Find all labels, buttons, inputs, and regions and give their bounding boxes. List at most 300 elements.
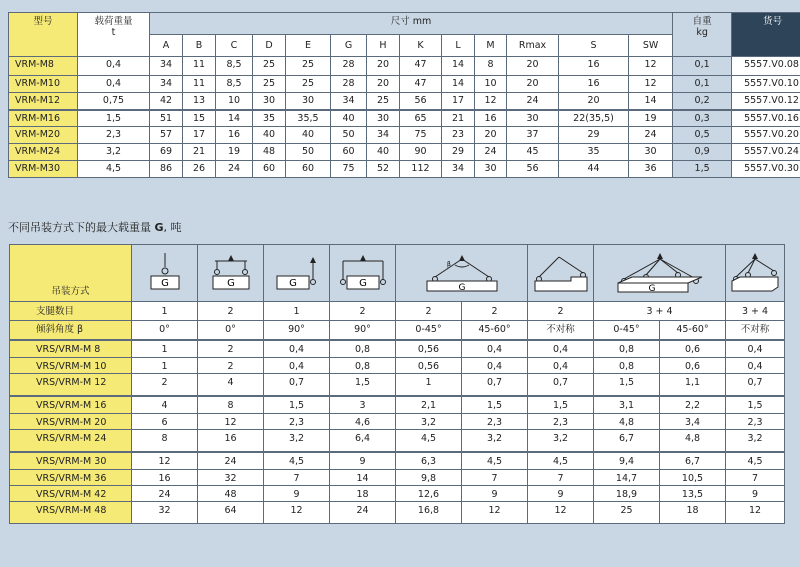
dimension-column-header: K [400,35,442,57]
dimension-column-header: M [475,35,507,57]
legs-value: 3 + 4 [726,302,785,321]
value-cell: 29 [559,127,629,144]
value-cell: 20 [559,93,629,110]
table-row [10,340,785,358]
value-cell: 16 [559,57,629,76]
table-row [10,470,785,486]
load-value-cell: 0,8 [594,358,660,374]
value-cell: 0,9 [673,144,732,161]
load-value-cell: 1,5 [462,396,528,414]
legs-value: 2 [528,302,594,321]
value-cell: 17 [183,127,216,144]
load-value-cell: 0,8 [330,358,396,374]
load-value-cell: 7 [462,470,528,486]
load-value-cell: 12 [132,452,198,470]
value-cell: 86 [150,161,183,178]
load-value-cell: 32 [132,502,198,524]
model-cell: VRS/VRM-M 36 [10,470,132,486]
value-cell: 47 [400,76,442,93]
load-value-cell: 24 [198,452,264,470]
value-cell: 19 [216,144,253,161]
load-value-cell: 24 [330,502,396,524]
value-cell: 3,2 [78,144,150,161]
value-cell: 8 [475,57,507,76]
value-cell: 5557.V0.30 [732,161,800,178]
load-value-cell: 8 [198,396,264,414]
value-cell: 25 [286,57,331,76]
value-cell: 22(35,5) [559,110,629,127]
value-cell: 36 [629,161,673,178]
table-row [10,396,785,414]
diagram-cell-7 [594,245,726,302]
angle-value: 45-60° [462,321,528,340]
load-value-cell: 12,6 [396,486,462,502]
table-row [10,452,785,470]
diagram-cell-3 [264,245,330,302]
load-value-cell: 9,8 [396,470,462,486]
load-value-cell: 4,5 [726,452,785,470]
value-cell: 0,1 [673,57,732,76]
value-cell: 30 [475,161,507,178]
angle-value: 0° [132,321,198,340]
value-cell: 0,5 [673,127,732,144]
load-value-cell: 3,2 [264,430,330,452]
value-cell: 51 [150,110,183,127]
load-value-cell: 1,5 [726,396,785,414]
value-cell: 8,5 [216,57,253,76]
load-value-cell: 12 [528,502,594,524]
value-cell: 14 [216,110,253,127]
load-value-cell: 6,7 [594,430,660,452]
load-value-cell: 2,3 [726,414,785,430]
load-value-cell: 3,1 [594,396,660,414]
model-cell: VRM-M30 [9,161,78,178]
table-row [10,430,785,452]
load-value-cell: 0,7 [726,374,785,396]
value-cell: 12 [475,93,507,110]
angle-value: 45-60° [660,321,726,340]
value-cell: 69 [150,144,183,161]
header-load [78,13,150,57]
table-row [10,502,785,524]
load-value-cell: 3,2 [462,430,528,452]
dimension-column-header: E [286,35,331,57]
value-cell: 0,4 [78,76,150,93]
value-cell: 30 [629,144,673,161]
load-value-cell: 0,6 [660,340,726,358]
value-cell: 40 [253,127,286,144]
load-value-cell: 12 [462,502,528,524]
section-caption [8,219,182,235]
load-value-cell: 0,4 [264,340,330,358]
legs-value: 2 [198,302,264,321]
value-cell: 5557.V0.16 [732,110,800,127]
load-value-cell: 48 [198,486,264,502]
load-value-cell: 0,7 [264,374,330,396]
load-value-cell: 64 [198,502,264,524]
side-lift-icon [273,251,321,295]
load-value-cell: 3,4 [660,414,726,430]
value-cell: 40 [331,110,367,127]
load-value-cell: 13,5 [660,486,726,502]
value-cell: 16 [216,127,253,144]
angle-value: 0-45° [396,321,462,340]
load-value-cell: 3 [330,396,396,414]
load-value-cell: 3,2 [726,430,785,452]
value-cell: 0,75 [78,93,150,110]
load-value-cell: 9 [330,452,396,470]
model-cell: VRM-M24 [9,144,78,161]
diagram-label: G [358,278,367,289]
value-cell: 25 [253,76,286,93]
table-row [9,57,800,76]
value-cell: 12 [629,76,673,93]
angle-label: 倾斜角度 β [10,321,132,340]
dimension-column-header: A [150,35,183,57]
diagram-cell-8 [726,245,785,302]
load-value-cell: 10,5 [660,470,726,486]
value-cell: 16 [559,76,629,93]
dimension-column-header: G [331,35,367,57]
load-value-cell: 4,5 [264,452,330,470]
svg-text:β: β [446,261,451,268]
value-cell: 5557.V0.24 [732,144,800,161]
load-value-cell: 1,5 [528,396,594,414]
model-cell: VRM-M10 [9,76,78,93]
double-vertical-lift-icon [207,251,255,295]
dimension-column-header: D [253,35,286,57]
load-value-cell: 4,5 [396,430,462,452]
table-row [9,110,800,127]
load-value-cell: 6,3 [396,452,462,470]
value-cell: 14 [442,57,475,76]
load-value-cell: 2 [132,374,198,396]
load-value-cell: 25 [594,502,660,524]
load-value-cell: 0,8 [594,340,660,358]
value-cell: 40 [286,127,331,144]
value-cell: 0,3 [673,110,732,127]
value-cell: 26 [183,161,216,178]
value-cell: 25 [367,93,400,110]
header-load-unit: t [111,27,116,38]
value-cell: 50 [286,144,331,161]
value-cell: 34 [367,127,400,144]
load-value-cell: 4 [132,396,198,414]
value-cell: 44 [559,161,629,178]
dimension-column-header: L [442,35,475,57]
value-cell: 19 [629,110,673,127]
dimension-column-header: Rmax [507,35,559,57]
value-cell: 35,5 [286,110,331,127]
lifting-load-table [9,244,785,524]
load-value-cell: 0,4 [462,358,528,374]
value-cell: 24 [475,144,507,161]
load-value-cell: 12 [264,502,330,524]
angle-value: 90° [264,321,330,340]
load-value-cell: 0,7 [462,374,528,396]
header-weight-unit: kg [696,27,708,38]
dimension-column-header: H [367,35,400,57]
load-value-cell: 7 [264,470,330,486]
value-cell: 5557.V0.12 [732,93,800,110]
value-cell: 13 [183,93,216,110]
single-vertical-lift-icon [145,251,185,295]
model-cell: VRS/VRM-M 48 [10,502,132,524]
value-cell: 34 [150,76,183,93]
load-value-cell: 4,8 [594,414,660,430]
value-cell: 34 [331,93,367,110]
load-value-cell: 0,4 [726,358,785,374]
value-cell: 1,5 [673,161,732,178]
load-value-cell: 6,7 [660,452,726,470]
model-cell: VRS/VRM-M 30 [10,452,132,470]
model-cell: VRM-M12 [9,93,78,110]
value-cell: 21 [442,110,475,127]
load-value-cell: 0,4 [528,340,594,358]
value-cell: 17 [442,93,475,110]
table-row [9,127,800,144]
value-cell: 28 [331,76,367,93]
load-value-cell: 12 [198,414,264,430]
load-value-cell: 0,7 [528,374,594,396]
value-cell: 47 [400,57,442,76]
load-value-cell: 3,2 [396,414,462,430]
load-value-cell: 1,5 [264,396,330,414]
value-cell: 34 [150,57,183,76]
dimension-table [8,12,800,178]
value-cell: 50 [331,127,367,144]
value-cell: 35 [559,144,629,161]
legs-value: 3 + 4 [594,302,726,321]
load-value-cell: 0,56 [396,358,462,374]
value-cell: 60 [331,144,367,161]
load-value-cell: 8 [132,430,198,452]
value-cell: 20 [475,127,507,144]
asymmetric-two-leg-icon [531,251,591,295]
load-value-cell: 16,8 [396,502,462,524]
model-cell: VRM-M8 [9,57,78,76]
load-value-cell: 4 [198,374,264,396]
load-value-cell: 1,5 [330,374,396,396]
load-value-cell: 2,2 [660,396,726,414]
value-cell: 24 [216,161,253,178]
angle-value: 不对称 [726,321,785,340]
value-cell: 30 [507,110,559,127]
asymmetric-four-leg-icon [728,251,782,295]
value-cell: 10 [475,76,507,93]
table-row [10,374,785,396]
load-value-cell: 1,5 [594,374,660,396]
load-value-cell: 4,5 [462,452,528,470]
dimension-column-header: B [183,35,216,57]
value-cell: 20 [367,57,400,76]
dimension-column-header: C [216,35,253,57]
table-row [9,161,800,178]
value-cell: 30 [286,93,331,110]
value-cell: 42 [150,93,183,110]
load-value-cell: 16 [132,470,198,486]
value-cell: 35 [253,110,286,127]
value-cell: 23 [442,127,475,144]
value-cell: 24 [507,93,559,110]
value-cell: 56 [400,93,442,110]
legs-label: 支腿数目 [10,302,132,321]
load-value-cell: 18,9 [594,486,660,502]
value-cell: 0,2 [673,93,732,110]
diagram-cell-1 [132,245,198,302]
value-cell: 34 [442,161,475,178]
load-value-cell: 2 [198,340,264,358]
value-cell: 4,5 [78,161,150,178]
load-value-cell: 0,8 [330,340,396,358]
value-cell: 28 [331,57,367,76]
load-value-cell: 4,6 [330,414,396,430]
table-row [9,144,800,161]
value-cell: 15 [183,110,216,127]
header-model: 型号 [9,13,78,57]
header-dimensions: 尺寸 mm [150,13,673,35]
load-value-cell: 0,4 [462,340,528,358]
value-cell: 30 [253,93,286,110]
value-cell: 25 [286,76,331,93]
value-cell: 14 [629,93,673,110]
value-cell: 5557.V0.10 [732,76,800,93]
diagram-label: G [458,283,465,293]
dimension-column-header: S [559,35,629,57]
load-value-cell: 2,3 [528,414,594,430]
load-value-cell: 14 [330,470,396,486]
value-cell: 45 [507,144,559,161]
value-cell: 20 [507,57,559,76]
load-value-cell: 2,1 [396,396,462,414]
load-value-cell: 9 [528,486,594,502]
header-load-label: 载荷重量 [94,16,133,27]
load-value-cell: 0,4 [726,340,785,358]
value-cell: 14 [442,76,475,93]
header-part-number: 货号 [732,13,800,57]
angle-value: 0° [198,321,264,340]
value-cell: 60 [253,161,286,178]
diagram-cell-2 [198,245,264,302]
load-value-cell: 6 [132,414,198,430]
value-cell: 0,4 [78,57,150,76]
model-cell: VRS/VRM-M 12 [10,374,132,396]
value-cell: 25 [253,57,286,76]
load-value-cell: 0,4 [528,358,594,374]
table-row [10,414,785,430]
load-value-cell: 18 [330,486,396,502]
load-value-cell: 9 [462,486,528,502]
load-value-cell: 9 [264,486,330,502]
legs-value: 1 [264,302,330,321]
value-cell: 8,5 [216,76,253,93]
two-leg-sling-icon [417,251,507,295]
value-cell: 52 [367,161,400,178]
value-cell: 20 [367,76,400,93]
load-value-cell: 2 [198,358,264,374]
load-value-cell: 1 [396,374,462,396]
value-cell: 24 [629,127,673,144]
value-cell: 5557.V0.20 [732,127,800,144]
table-row [9,93,800,110]
diagram-label: G [160,278,169,289]
model-cell: VRS/VRM-M 24 [10,430,132,452]
load-value-cell: 0,6 [660,358,726,374]
diagram-label: G [648,284,655,294]
load-value-cell: 0,56 [396,340,462,358]
load-value-cell: 1,1 [660,374,726,396]
load-value-cell: 16 [198,430,264,452]
value-cell: 56 [507,161,559,178]
legs-value: 2 [396,302,462,321]
load-value-cell: 7 [726,470,785,486]
value-cell: 12 [629,57,673,76]
caption-unit: , 吨 [163,221,182,234]
four-leg-sling-icon [610,251,710,295]
legs-value: 2 [330,302,396,321]
value-cell: 60 [286,161,331,178]
table-row [10,486,785,502]
value-cell: 40 [367,144,400,161]
model-cell: VRS/VRM-M 42 [10,486,132,502]
value-cell: 90 [400,144,442,161]
legs-value: 2 [462,302,528,321]
value-cell: 11 [183,76,216,93]
value-cell: 30 [367,110,400,127]
value-cell: 20 [507,76,559,93]
table-row [9,76,800,93]
diagram-cell-4 [330,245,396,302]
value-cell: 65 [400,110,442,127]
load-value-cell: 3,2 [528,430,594,452]
model-cell: VRS/VRM-M 16 [10,396,132,414]
value-cell: 11 [183,57,216,76]
load-value-cell: 6,4 [330,430,396,452]
load-value-cell: 2,3 [462,414,528,430]
load-value-cell: 2,3 [264,414,330,430]
legs-row [10,302,785,321]
value-cell: 10 [216,93,253,110]
model-cell: VRM-M20 [9,127,78,144]
diagram-label: G [288,278,297,289]
value-cell: 2,3 [78,127,150,144]
load-value-cell: 4,5 [528,452,594,470]
value-cell: 48 [253,144,286,161]
legs-value: 1 [132,302,198,321]
value-cell: 37 [507,127,559,144]
load-value-cell: 1 [132,340,198,358]
header-weight [673,13,732,57]
angle-value: 0-45° [594,321,660,340]
model-cell: VRS/VRM-M 8 [10,340,132,358]
caption-text: 不同吊装方式下的最大载重量 [8,221,155,234]
diagram-cell-6 [528,245,594,302]
value-cell: 75 [331,161,367,178]
value-cell: 1,5 [78,110,150,127]
load-value-cell: 32 [198,470,264,486]
header-weight-label: 自重 [692,16,712,27]
load-value-cell: 4,8 [660,430,726,452]
load-value-cell: 24 [132,486,198,502]
load-value-cell: 1 [132,358,198,374]
value-cell: 29 [442,144,475,161]
load-value-cell: 0,4 [264,358,330,374]
value-cell: 112 [400,161,442,178]
model-cell: VRM-M16 [9,110,78,127]
load-value-cell: 12 [726,502,785,524]
angle-value: 不对称 [528,321,594,340]
load-value-cell: 7 [528,470,594,486]
